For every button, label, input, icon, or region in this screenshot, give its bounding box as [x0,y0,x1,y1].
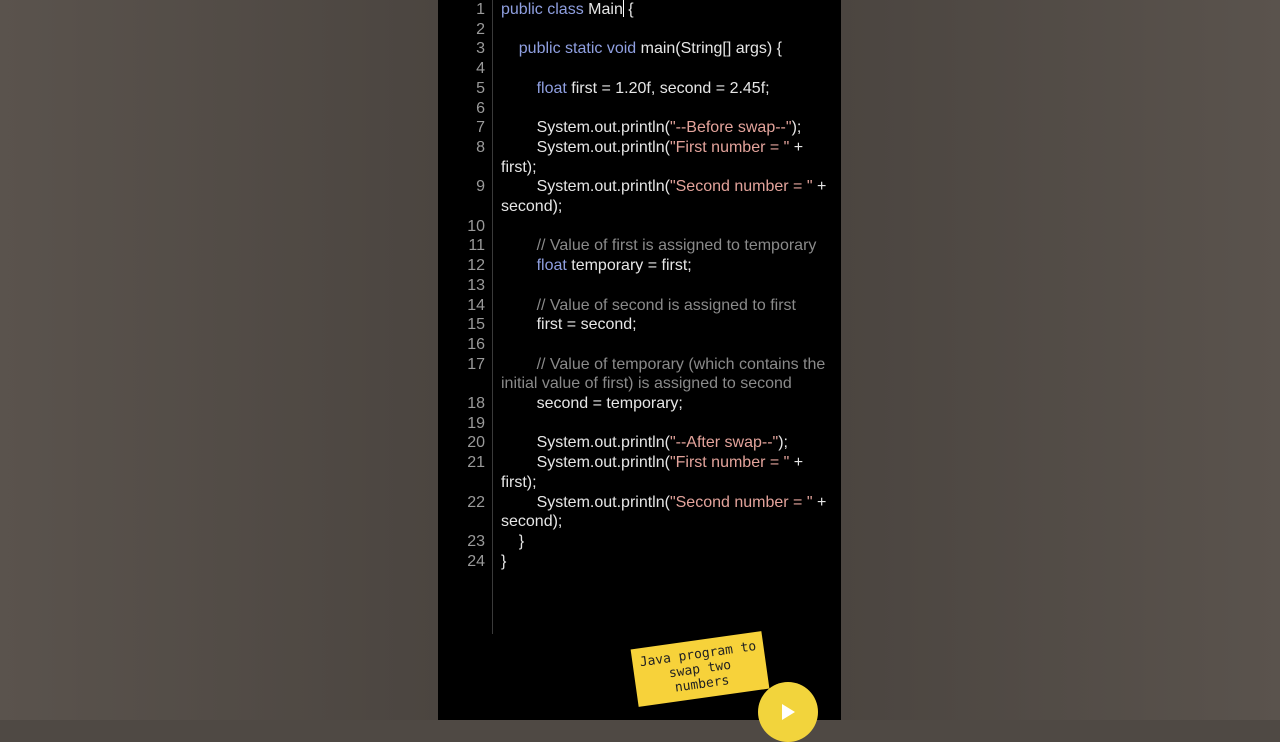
line-number: 15 [467,316,485,334]
string-token: "First number = " [669,454,790,472]
line-number: 14 [467,296,485,314]
line-number: 21 [467,454,485,472]
code-token: System.out.println( [501,493,670,511]
comment-token: // Value of first is assigned to temporary [501,237,817,255]
code-line[interactable] [438,138,841,177]
code-token: ); [791,119,802,137]
code-line[interactable] [438,99,841,119]
keyword-token: float [501,257,572,275]
code-token: + first); [501,138,808,176]
code-token: ); [778,434,788,452]
code-token: { [623,1,634,18]
code-line[interactable] [438,177,841,216]
comment-token: // Value of temporary (which contains the initial value of first) is assigned to second [501,355,830,393]
line-number: 16 [467,335,485,353]
code-text[interactable] [501,493,841,532]
code-text[interactable] [501,355,841,394]
line-number: 9 [476,178,485,196]
line-number: 17 [467,355,485,373]
code-text[interactable] [501,414,841,434]
code-text[interactable] [501,335,841,355]
code-token: first = 1.20f, second = 2.45f; [571,79,770,97]
line-number: 13 [467,276,485,294]
code-line[interactable] [438,493,841,532]
code-line[interactable] [438,79,841,99]
play-icon [782,704,795,720]
code-line[interactable] [438,433,841,453]
line-number: 12 [467,257,485,275]
code-text[interactable] [501,532,841,552]
code-line[interactable] [438,39,841,59]
code-token: first = second; [501,316,637,334]
code-line[interactable] [438,315,841,335]
line-number: 10 [467,217,485,235]
line-number: 22 [467,493,485,511]
code-text[interactable] [501,177,841,216]
code-editor-screen[interactable] [438,0,841,720]
code-text[interactable] [501,0,841,20]
code-token: second = temporary; [501,395,683,413]
code-line[interactable] [438,236,841,256]
code-token: temporary = first; [571,257,692,275]
code-line[interactable] [438,414,841,434]
code-token: Main [588,1,623,18]
code-token: System.out.println( [501,138,670,156]
code-token: + first); [501,454,808,491]
code-text[interactable] [501,315,841,335]
code-line[interactable] [438,355,841,394]
line-number: 7 [476,119,485,137]
code-token: System.out.println( [501,454,670,472]
code-line[interactable] [438,552,841,572]
code-text[interactable] [501,296,841,316]
code-line[interactable] [438,256,841,276]
right-blur-background [841,0,1280,720]
code-text[interactable] [501,138,841,177]
line-number: 2 [476,20,485,38]
code-text[interactable] [501,256,841,276]
line-number: 20 [467,434,485,452]
comment-token: // Value of second is assigned to first [501,296,796,314]
code-text[interactable] [501,276,841,296]
keyword-token: public class [501,1,589,18]
code-text[interactable] [501,217,841,237]
string-token: "Second number = " [669,493,813,511]
string-token: "--Before swap--" [669,119,792,137]
left-blur-background [0,0,438,720]
code-text[interactable] [501,453,841,492]
code-text[interactable] [501,39,841,59]
code-line[interactable] [438,296,841,316]
play-button[interactable] [758,682,818,742]
code-line[interactable] [438,335,841,355]
code-area[interactable] [438,0,841,571]
line-number: 6 [476,99,485,117]
line-number: 5 [476,79,485,97]
code-text[interactable] [501,394,841,414]
code-text[interactable] [501,236,841,256]
string-token: "--After swap--" [669,434,779,452]
string-token: "Second number = " [669,178,813,196]
sticker-text: Java program to swap two numbers [638,638,758,696]
code-text[interactable] [501,79,841,99]
line-number: 4 [476,60,485,78]
code-token: System.out.println( [501,178,670,196]
code-line[interactable] [438,394,841,414]
line-number: 18 [467,395,485,413]
code-token: System.out.println( [501,119,670,137]
code-line[interactable] [438,276,841,296]
code-line[interactable] [438,217,841,237]
line-number: 11 [468,237,485,255]
line-number: 24 [467,552,485,570]
code-token: } [501,532,525,550]
code-token: } [501,552,507,570]
line-number: 23 [467,532,485,550]
code-token: + second); [501,493,831,531]
code-text[interactable] [501,118,841,138]
code-line[interactable] [438,532,841,552]
code-token: + second); [501,178,831,216]
code-line[interactable] [438,20,841,40]
keyword-token: public static void [501,40,641,58]
line-number: 8 [476,138,485,156]
code-text[interactable] [501,433,841,453]
code-token: main(String[] args) { [640,40,783,58]
code-text[interactable] [501,99,841,119]
code-text[interactable] [501,552,841,572]
code-line[interactable] [438,118,841,138]
line-number: 1 [476,1,485,18]
code-line[interactable] [438,59,841,79]
code-token: System.out.println( [501,434,670,452]
string-token: "First number = " [669,138,790,156]
line-number: 19 [467,414,485,432]
keyword-token: float [501,79,572,97]
code-line[interactable] [438,0,841,20]
code-text[interactable] [501,20,841,40]
code-text[interactable] [501,59,841,79]
code-line[interactable] [438,453,841,492]
line-number: 3 [476,40,485,58]
